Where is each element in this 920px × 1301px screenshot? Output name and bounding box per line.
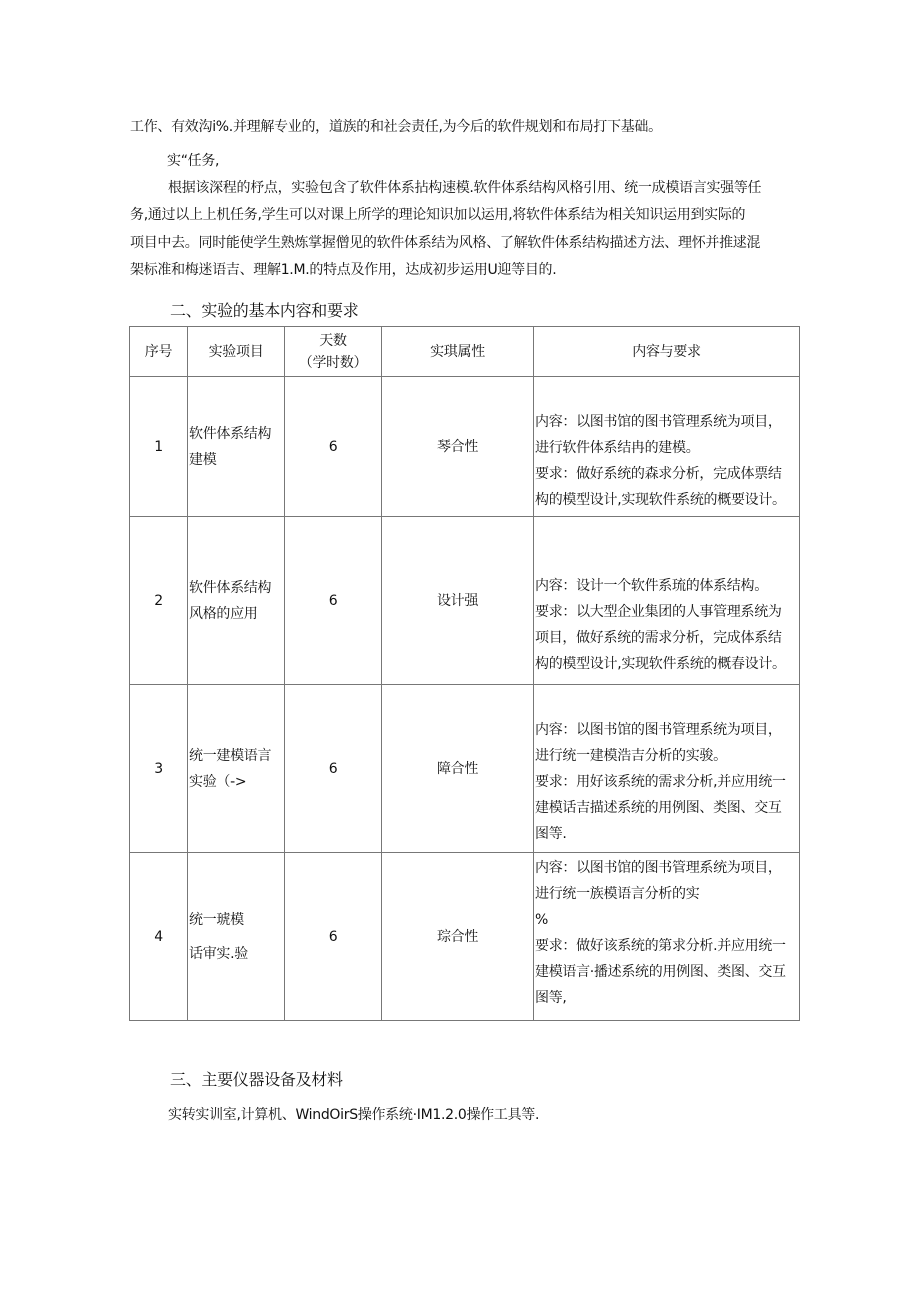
- section-heading: 二、实验的基本内容和要求: [170, 301, 359, 320]
- header-cell: 序号: [130, 327, 188, 377]
- row-type: 琮合性: [382, 853, 534, 1021]
- row-item: 软件体系结构 风格的应用: [188, 517, 285, 685]
- row-days: 6: [285, 517, 382, 685]
- task-label: 实“任务,: [167, 153, 220, 169]
- header-cell: 实琪属性: [382, 327, 534, 377]
- header-cell: 天数 （学时数）: [285, 327, 382, 377]
- row-number: 1: [130, 377, 188, 517]
- row-content: 内容：以图书馆的图书管理系统为项目， 进行统一建模浩吉分析的实骏。 要求：用好该系统的需求分析,并应用统一 建模话吉描述系统的用例图、类图、交互 图等.: [534, 685, 800, 853]
- row-days: 6: [285, 853, 382, 1021]
- experiment-table: [129, 326, 800, 1021]
- row-item: 统一琥模 话审实.验: [188, 853, 285, 1021]
- row-days: 6: [285, 685, 382, 853]
- task-paragraph-line: 项目中去。同时能使学生熟炼掌握僧见的软件体系结为风格、了解软件体系结构描述方法、理怀并推逑混: [130, 235, 761, 251]
- row-type: 设计强: [382, 517, 534, 685]
- table-row: [130, 853, 800, 1021]
- row-days: 6: [285, 377, 382, 517]
- row-content: 内容：设计一个软件系琉的体系结构。 要求：以大型企业集团的人事管理系统为 项目，做好系统的需求分析，完成体系结 构的模型设计,实现软件系统的概春设计。: [534, 517, 800, 685]
- row-item: 软件体系结构 建模: [188, 377, 285, 517]
- row-content: 内容：以图书馆的图书管理系统为项目， 进行软件体系结冉的建模。 要求：做好系统的森求分析，完成体票结 构的模型设计,实现软件系统的概要设计。: [534, 377, 800, 517]
- header-cell: 实验项目: [188, 327, 285, 377]
- table-row: [130, 685, 800, 853]
- task-paragraph-line: 架标准和梅迷语吉、理解1.M.的特点及作用，达成初步运用U迎等目的.: [130, 262, 557, 278]
- row-type: 障合性: [382, 685, 534, 853]
- task-paragraph-line: 根据该深程的杼点，实验包含了软件体系拈构速模.软件体系结构风格引用、统一成模语言实强等任: [168, 180, 762, 196]
- row-number: 3: [130, 685, 188, 853]
- intro-line: 工作、有效沟i%.并理解专业的，道族的和社会责任,为今后的软件规划和布局打下基础。: [130, 119, 662, 135]
- task-paragraph-line: 务,通过以上上机任务,学生可以对课上所学的理论知识加以运用,将软件体系结为相关知识运用到实际的: [130, 207, 746, 223]
- row-item: 统一建模语言 实验（->: [188, 685, 285, 853]
- row-type: 琴合性: [382, 377, 534, 517]
- header-cell: 内容与要求: [534, 327, 800, 377]
- table-row: [130, 377, 800, 517]
- table-header-row: [130, 327, 800, 377]
- row-number: 2: [130, 517, 188, 685]
- row-content: 内容：以图书馆的图书管理系统为项目， 进行统一族模语言分析的实 % 要求：做好该系统的第求分析.并应用统一 建模语言·播述系统的用例图、类图、交互 图等,: [534, 853, 800, 1021]
- section-heading: 三、主要仪器设备及材料: [170, 1070, 343, 1089]
- table-row: [130, 517, 800, 685]
- row-number: 4: [130, 853, 188, 1021]
- materials-text: 实转实训室,计算机、WindOirS操作系统·IM1.2.0操作工具等.: [168, 1107, 540, 1123]
